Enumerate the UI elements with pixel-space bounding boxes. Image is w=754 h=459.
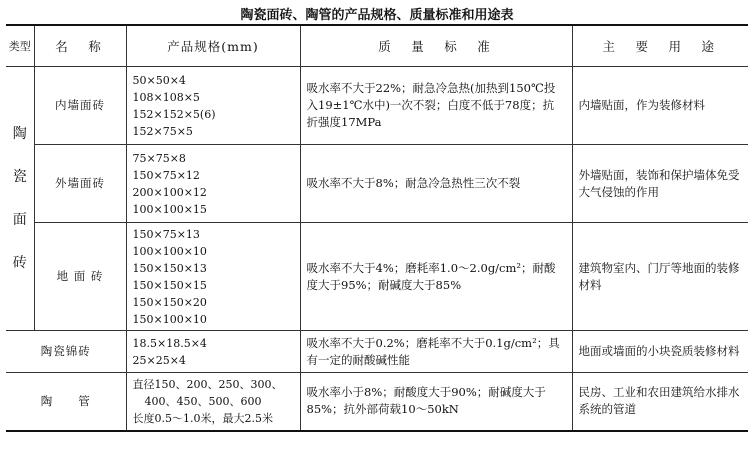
table-row (6, 373, 748, 431)
table-title: 陶瓷面砖、陶管的产品规格、质量标准和用途表 (240, 8, 514, 23)
row-usage: 外墙贴面，装饰和保护墙体免受大气侵蚀的作用 (572, 145, 748, 223)
spec-table (6, 24, 748, 432)
row-usage: 民房、工业和农田建筑给水排水系统的管道 (572, 373, 748, 431)
spec-item: 100×100×10 (132, 244, 207, 258)
spec-item: 150×150×13 (132, 261, 207, 275)
table-row (6, 223, 748, 331)
row-specs (126, 145, 300, 223)
row-usage: 地面或墙面的小块瓷质装修材料 (572, 331, 748, 373)
row-name: 陶 管 (6, 373, 126, 431)
spec-item: 直径150、200、250、300、 (132, 377, 283, 391)
group-label-char: 面 (12, 211, 27, 228)
spec-item: 50×50×4 (132, 73, 186, 87)
spec-item: 75×75×8 (132, 151, 186, 165)
spec-item: 100×100×15 (132, 202, 207, 216)
spec-item: 200×100×12 (132, 185, 207, 199)
spec-item: 150×150×20 (132, 295, 207, 309)
spec-item: 25×25×4 (132, 353, 186, 367)
header-type: 类型 (6, 25, 34, 67)
spec-item: 152×75×5 (132, 124, 193, 138)
group-label-ceramic-tile (6, 67, 34, 331)
group-label-char: 陶 (12, 125, 27, 142)
row-quality: 吸水率不大于8%；耐急冷急热性三次不裂 (300, 145, 572, 223)
row-specs (126, 331, 300, 373)
row-specs (126, 373, 300, 431)
header-usage: 主 要 用 途 (572, 25, 748, 67)
spec-item: 150×75×12 (132, 168, 200, 182)
header-row (6, 25, 748, 67)
row-quality: 吸水率小于8%；耐酸度大于90%；耐碱度大于85%；抗外部荷载10～50kN (300, 373, 572, 431)
group-label-char: 砖 (12, 254, 27, 271)
spec-item: 150×75×13 (132, 227, 200, 241)
group-label-char: 瓷 (12, 168, 27, 185)
row-quality: 吸水率不大于22%；耐急冷急热(加热到150℃投入19±1℃水中)一次不裂；白度不低于78度；抗折强度17MPa (300, 67, 572, 145)
table-row (6, 145, 748, 223)
spec-item: 150×100×10 (132, 312, 207, 326)
row-specs (126, 223, 300, 331)
table-row (6, 67, 748, 145)
spec-item: 108×108×5 (132, 90, 200, 104)
header-name: 名 称 (34, 25, 126, 67)
row-name: 地 面 砖 (34, 223, 126, 331)
row-name: 内墙面砖 (34, 67, 126, 145)
row-specs (126, 67, 300, 145)
spec-item: 400、450、500、600 (144, 394, 262, 408)
header-spec: 产品规格(mm) (126, 25, 300, 67)
table-row (6, 331, 748, 373)
row-quality: 吸水率不大于0.2%；磨耗率不大于0.1g/cm²；具有一定的耐酸碱性能 (300, 331, 572, 373)
spec-item: 长度0.5～1.0米，最大2.5米 (132, 411, 273, 425)
header-quality: 质 量 标 准 (300, 25, 572, 67)
row-name: 陶瓷锦砖 (6, 331, 126, 373)
row-usage: 内墙贴面，作为装修材料 (572, 67, 748, 145)
row-usage: 建筑物室内、门厅等地面的装修材料 (572, 223, 748, 331)
spec-item: 18.5×18.5×4 (132, 336, 207, 350)
spec-item: 150×150×15 (132, 278, 207, 292)
row-quality: 吸水率不大于4%；磨耗率1.0～2.0g/cm²；耐酸度大于95%；耐碱度大于85% (300, 223, 572, 331)
row-name: 外墙面砖 (34, 145, 126, 223)
spec-item: 152×152×5(6) (132, 107, 216, 121)
